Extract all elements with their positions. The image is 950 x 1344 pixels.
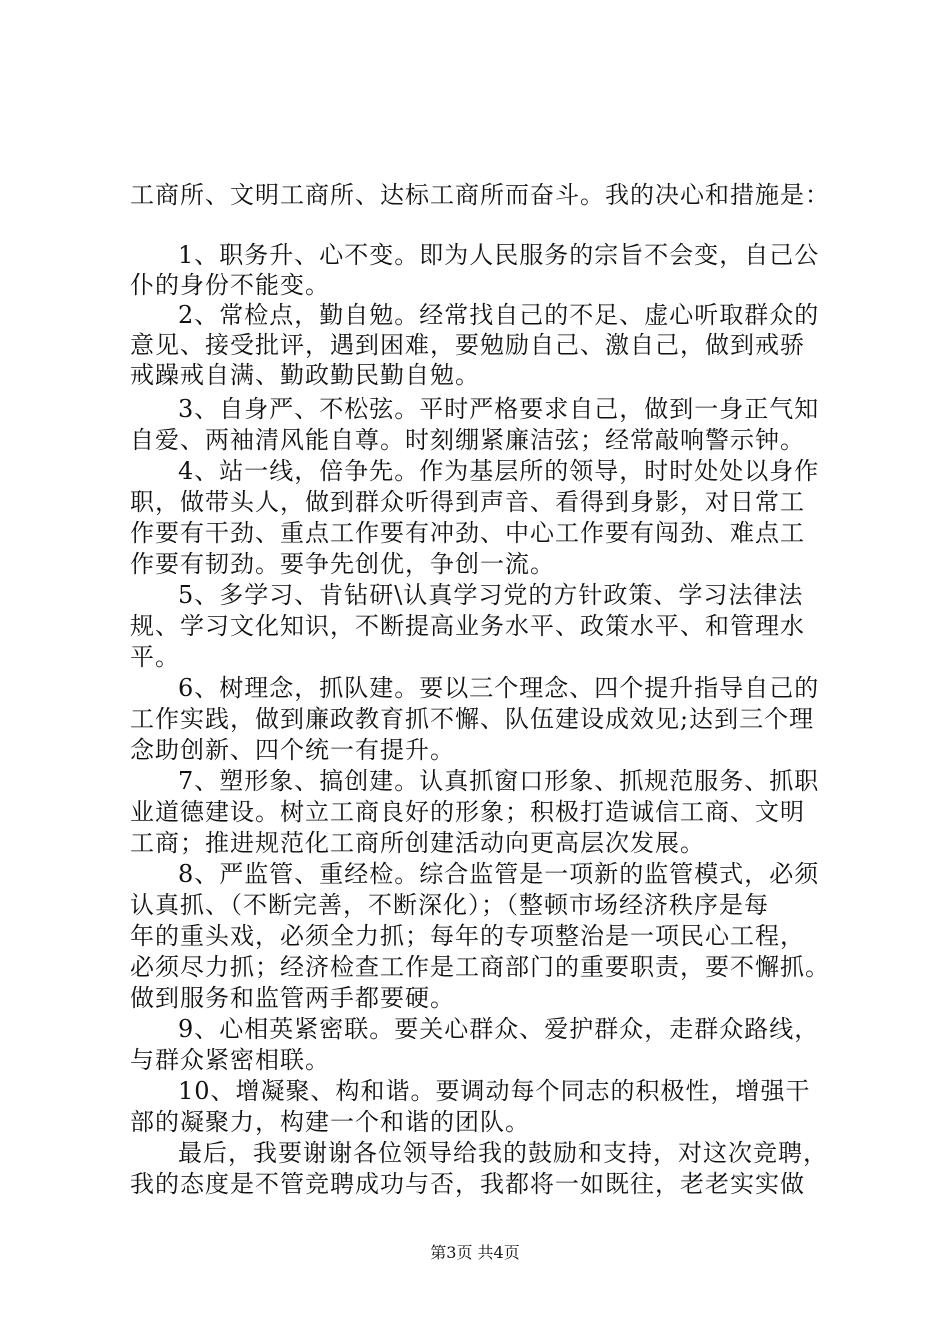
body-line: 最后，我要谢谢各位领导给我的鼓励和支持，对这次竞聘， <box>178 1139 828 1167</box>
body-line: 9、心相英紧密联。要关心群众、爱护群众，走群众路线， <box>178 1015 820 1043</box>
body-line: 念助创新、四个统一有提升。 <box>130 736 455 764</box>
body-line: 5、多学习、肯钻研\认真学习党的方针政策、学习法律法 <box>178 581 804 609</box>
body-line: 规、学习文化知识，不断提高业务水平、政策水平、和管理水 <box>130 612 805 640</box>
body-line: 年的重头戏，必须全力抓；每年的专项整治是一项民心工程， <box>130 922 805 950</box>
body-line: 7、塑形象、搞创建。认真抓窗口形象、抓规范服务、抓职 <box>178 767 820 795</box>
body-line: 工商；推进规范化工商所创建活动向更高层次发展。 <box>130 829 705 857</box>
body-line: 戒躁戒自满、勤政勤民勤自勉。 <box>130 361 480 389</box>
body-line: 我的态度是不管竞聘成功与否，我都将一如既往，老老实实做 <box>130 1170 805 1198</box>
body-line: 职，做带头人，做到群众听得到声音、看得到身影，对日常工 <box>130 488 805 516</box>
body-line: 意见、接受批评，遇到困难，要勉励自己、激自己，做到戒骄 <box>130 331 805 359</box>
body-line: 作要有韧劲。要争先创优，争创一流。 <box>130 550 555 578</box>
body-line: 仆的身份不能变。 <box>130 271 330 299</box>
body-line: 自爱、两袖清风能自尊。时刻绷紧廉洁弦；经常敲响警示钟。 <box>130 426 805 454</box>
body-line: 10、增凝聚、构和谐。要调动每个同志的积极性，增强干 <box>178 1077 811 1105</box>
body-line: 必须尽力抓；经济检查工作是工商部门的重要职责，要不懈抓。 <box>130 953 830 981</box>
body-line: 做到服务和监管两手都要硬。 <box>130 984 455 1012</box>
body-line: 业道德建设。树立工商良好的形象；积极打造诚信工商、文明 <box>130 798 805 826</box>
body-line: 部的凝聚力，构建一个和谐的团队。 <box>130 1108 530 1136</box>
body-line: 平。 <box>130 643 180 671</box>
body-line: 8、严监管、重经检。综合监管是一项新的监管模式，必须 <box>178 860 820 888</box>
body-line: 1、职务升、心不变。即为人民服务的宗旨不会变，自己公 <box>178 241 820 269</box>
page-number-footer: 第3页 共4页 <box>430 1243 520 1262</box>
body-line: 2、常检点，勤自勉。经常找自己的不足、虚心听取群众的 <box>178 301 820 329</box>
body-line: 工作实践，做到廉政教育抓不懈、队伍建设成效见;达到三个理 <box>130 705 815 733</box>
body-line: 与群众紧密相联。 <box>130 1046 330 1074</box>
body-line: 3、自身严、不松弦。平时严格要求自己，做到一身正气知 <box>178 395 820 423</box>
body-line: 6、树理念，抓队建。要以三个理念、四个提升指导自己的 <box>178 674 820 702</box>
body-line: 认真抓、（不断完善，不断深化）；（整顿市场经济秩序是每 <box>130 891 769 919</box>
body-line: 工商所、文明工商所、达标工商所而奋斗。我的决心和措施是： <box>130 181 830 209</box>
body-line: 4、站一线，倍争先。作为基层所的领导，时时处处以身作 <box>178 457 820 485</box>
body-line: 作要有干劲、重点工作要有冲劲、中心工作要有闯劲、难点工 <box>130 519 805 547</box>
